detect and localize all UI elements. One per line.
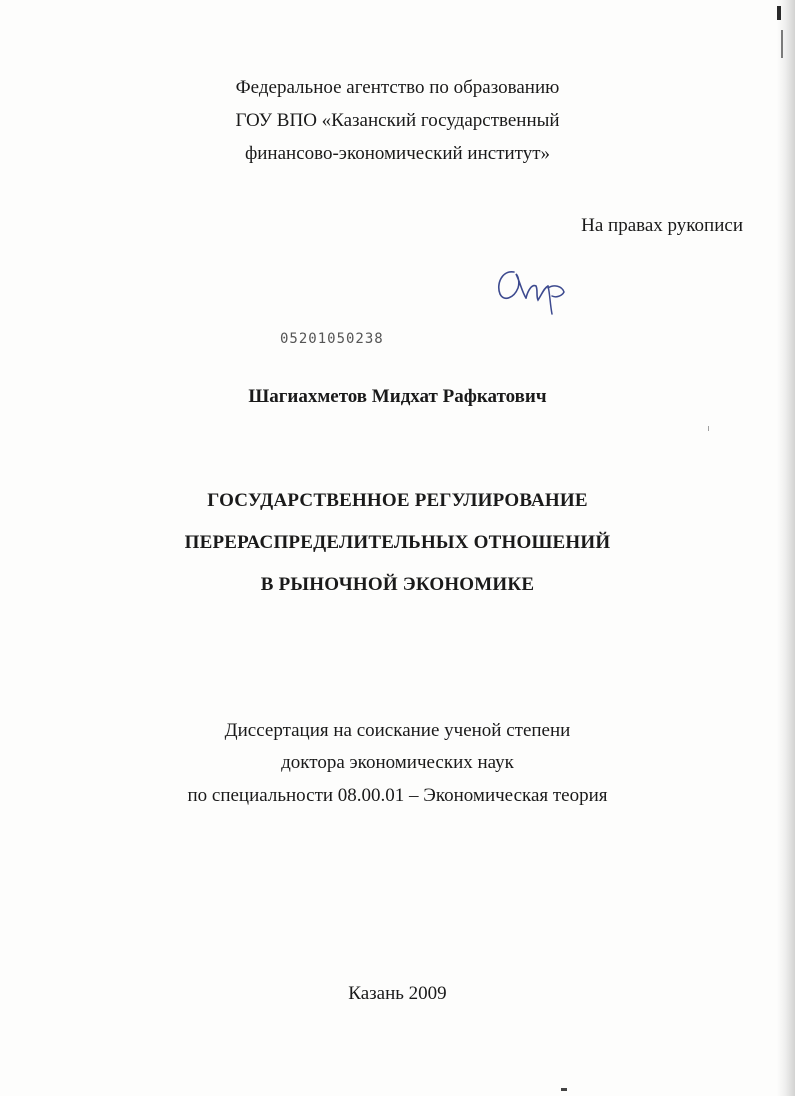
- author-name: Шагиахметов Мидхат Рафкатович: [248, 386, 547, 407]
- header-agency: Федеральное агентство по образованию: [235, 77, 560, 98]
- library-stamp-number: 05201050238: [280, 331, 384, 347]
- scan-edge-mark: [777, 6, 781, 20]
- dissertation-title-line-2: ПЕРЕРАСПРЕДЕЛИТЕЛЬНЫХ ОТНОШЕНИЙ: [184, 532, 611, 553]
- scan-edge-mark: [781, 30, 783, 58]
- degree-specialty: по специальности 08.00.01 – Экономическая теория: [187, 785, 608, 806]
- header-institution: ГОУ ВПО «Казанский государственный: [235, 110, 560, 131]
- place-year: Казань 2009: [348, 983, 447, 1004]
- degree-line-2: доктора экономических наук: [281, 752, 514, 773]
- scan-speck: [561, 1088, 567, 1091]
- manuscript-note: На правах рукописи: [581, 215, 743, 236]
- scan-speck: [708, 426, 709, 431]
- dissertation-title-line-3: В РЫНОЧНОЙ ЭКОНОМИКЕ: [260, 574, 535, 595]
- degree-line-1: Диссертация на соискание ученой степени: [224, 720, 571, 741]
- dissertation-title-line-1: ГОСУДАРСТВЕННОЕ РЕГУЛИРОВАНИЕ: [207, 490, 588, 511]
- header-institution-cont: финансово-экономический институт»: [244, 143, 551, 164]
- handwritten-signature-icon: [492, 258, 577, 318]
